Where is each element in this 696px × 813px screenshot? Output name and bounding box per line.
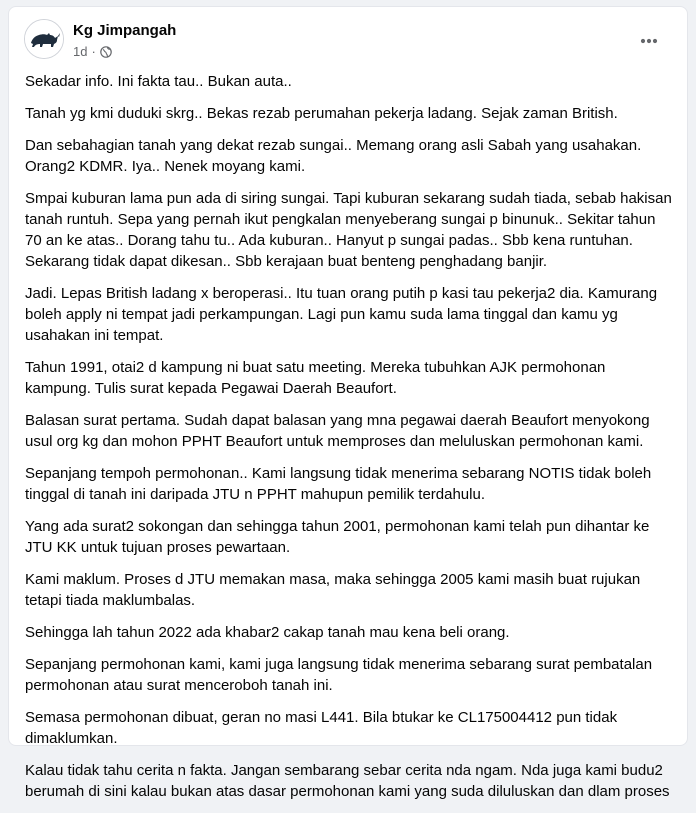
ellipsis-icon (640, 38, 658, 44)
more-options-button[interactable] (631, 23, 667, 59)
post-time[interactable]: 1d (73, 44, 88, 59)
post-paragraph: Jadi. Lepas British ladang x beroperasi.. Itu tuan orang putih p kasi tau pekerja2 dia. Kamurang boleh apply ni tempat jadi perkampungan. Lagi pun kamu suda lama tinggal dan kamu yg usahakan ini tempat. (25, 285, 658, 344)
post-paragraph: Sekadar info. Ini fakta tau.. Bukan auta.. (25, 73, 292, 90)
post-paragraph: Tanah yg kmi duduki skrg.. Bekas rezab perumahan pekerja ladang. Sejak zaman British. (25, 105, 618, 122)
rhino-logo-icon (25, 20, 63, 58)
post-paragraph: Sepanjang tempoh permohonan.. Kami langsung tidak menerima sebarang NOTIS tidak boleh tinggal di tanah ini daripada JTU n PPHT mahupun pemilik terdahulu. (25, 465, 652, 503)
post-header (24, 19, 675, 63)
post-paragraph: Balasan surat pertama. Sudah dapat balasan yang mna pegawai daerah Beaufort menyokong usul org kg dan mohon PPHT Beaufort untuk memproses dan meluluskan permohonan kami. (25, 412, 650, 450)
author-name[interactable]: Kg Jimpangah (73, 22, 177, 39)
post-paragraph: Yang ada surat2 sokongan dan sehingga tahun 2001, permohonan kami telah pun dihantar ke JTU KK untuk tujuan proses pewartaan. (25, 518, 650, 556)
globe-icon (100, 46, 112, 58)
post-paragraph: Semasa permohonan dibuat, geran no masi L441. Bila btukar ke CL175004412 pun tidak dimaklumkan. (25, 709, 618, 747)
post-card (8, 6, 688, 800)
post-meta (73, 44, 112, 59)
page-avatar[interactable] (24, 19, 64, 59)
post-paragraph: Tahun 1991, otai2 d kampung ni buat satu meeting. Mereka tubuhkan AJK permohonan kampung. Tulis surat kepada Pegawai Daerah Beaufort. (25, 359, 606, 397)
meta-separator: · (91, 44, 96, 59)
post-paragraph: Kami maklum. Proses d JTU memakan masa, maka sehingga 2005 kami masih buat rujukan tetapi tiada maklumbalas. (25, 571, 641, 609)
post-paragraph: Smpai kuburan lama pun ada di siring sungai. Tapi kuburan sekarang sudah tiada, sebab hakisan tanah runtuh. Sepa yang pernah ikut pengkalan menyeberang sungai p binunuk.. Sekitar tahun 70 an ke atas.. Dorang tahu tu.. Ada kuburan.. Hanyut p sungai padas.. Sbb kena runtuhan. Sekarang tidak dapat dikesan.. Sbb kerajaan buat benteng penghadang banjir. (25, 190, 672, 270)
post-paragraph: Dan sebahagian tanah yang dekat rezab sungai.. Memang orang asli Sabah yang usahakan. Orang2 KDMR. Iya.. Nenek moyang kami. (25, 137, 642, 175)
post-paragraph: Kalau tidak tahu cerita n fakta. Jangan sembarang sebar cerita nda ngam. Nda juga kami budu2 berumah di sini kalau bukan atas dasar permohonan kami yang suda diluluskan dan dlam proses (25, 762, 670, 800)
post-body (25, 71, 673, 813)
post-paragraph: Sehingga lah tahun 2022 ada khabar2 cakap tanah mau kena beli orang. (25, 624, 510, 641)
post-paragraph: Sepanjang permohonan kami, kami juga langsung tidak menerima sebarang surat pembatalan permohonan atau surat menceroboh tanah ini. (25, 656, 653, 694)
